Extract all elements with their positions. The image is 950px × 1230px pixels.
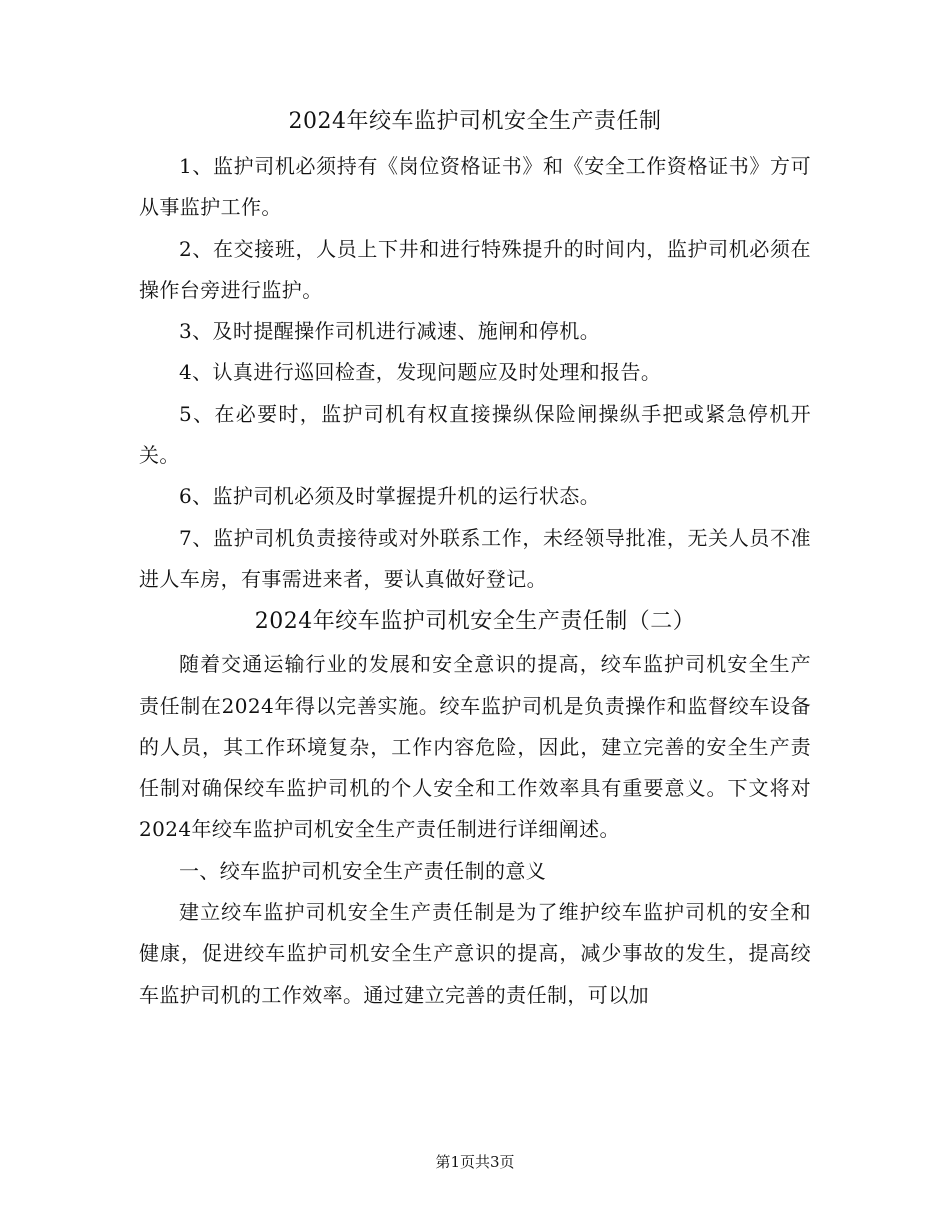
rule-item-3: 3、及时提醒操作司机进行减速、施闸和停机。 — [179, 319, 601, 344]
rule-item-7: 7、监护司机负责接待或对外联系工作，未经领导批准，无关人员不准进人车房，有事需进来者，要认真做好登记。 — [139, 525, 811, 591]
rule-item-2: 2、在交接班，人员上下井和进行特殊提升的时间内，监护司机必须在操作台旁进行监护。 — [139, 236, 811, 302]
section-1-paragraph: 建立绞车监护司机安全生产责任制是为了维护绞车监护司机的安全和健康，促进绞车监护司机安全生产意识的提高，减少事故的发生，提高绞车监护司机的工作效率。通过建立完善的责任制，可以加 — [139, 900, 811, 1007]
rule-item-1: 1、监护司机必须持有《岗位资格证书》和《安全工作资格证书》方可从事监护工作。 — [139, 154, 811, 220]
rule-item-6: 6、监护司机必须及时掌握提升机的运行状态。 — [179, 484, 601, 509]
intro-paragraph: 随着交通运输行业的发展和安全意识的提高，绞车监护司机安全生产责任制在2024年得以完善实施。绞车监护司机是负责操作和监督绞车设备的人员，其工作环境复杂，工作内容危险，因此，建立完善的安全生产责任制对确保绞车监护司机的个人安全和工作效率具有重要意义。下文将对2024年绞车监护司机安全生产责任制进行详细阐述。 — [139, 652, 811, 842]
rule-item-4: 4、认真进行巡回检查，发现问题应及时处理和报告。 — [179, 360, 662, 385]
section-1-heading: 一、绞车监护司机安全生产责任制的意义 — [179, 858, 547, 883]
section-title-2: 2024年绞车监护司机安全生产责任制（二） — [254, 609, 696, 635]
document-body — [139, 100, 811, 1016]
page-number: 第1页共3页 — [435, 1153, 515, 1171]
document-title: 2024年绞车监护司机安全生产责任制 — [288, 109, 662, 134]
rule-item-5: 5、在必要时，监护司机有权直接操纵保险闸操纵手把或紧急停机开关。 — [139, 401, 811, 468]
